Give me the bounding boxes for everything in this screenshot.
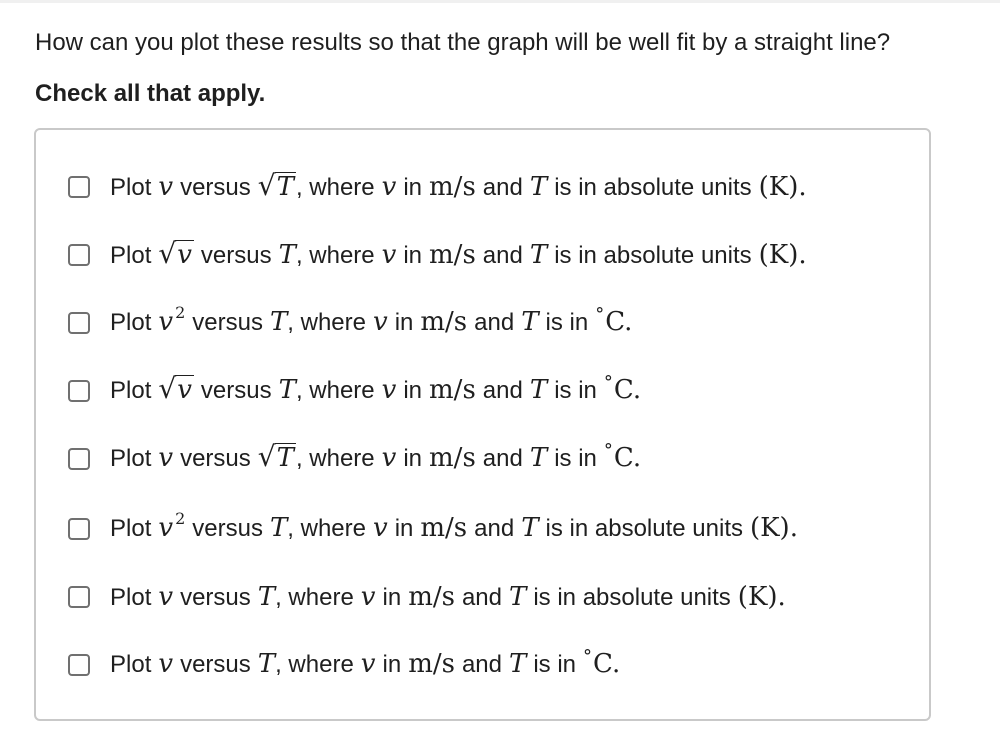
word-plot: Plot xyxy=(110,650,152,678)
word-in: in xyxy=(382,583,402,611)
unit-temperature: (K). xyxy=(737,581,786,612)
var-v: v xyxy=(360,581,376,612)
word-and: and xyxy=(461,650,502,678)
option-7[interactable] xyxy=(68,580,786,614)
word-where: , where xyxy=(295,445,375,472)
var-v: v xyxy=(177,240,192,270)
checkbox[interactable] xyxy=(68,518,90,540)
sqrt-sign: √ xyxy=(257,440,276,473)
unit-velocity: m/s xyxy=(408,648,455,679)
word-is-in: is in xyxy=(554,377,597,404)
option-label xyxy=(110,237,807,273)
unit-temperature: C. xyxy=(613,375,642,405)
word-in: in xyxy=(394,514,414,542)
word-versus: versus xyxy=(192,308,263,336)
unit-temperature: C. xyxy=(613,443,642,473)
word-and: and xyxy=(461,583,502,611)
unit-temperature: (K). xyxy=(758,240,807,270)
var-t: T xyxy=(257,581,276,612)
word-plot: Plot xyxy=(110,242,152,269)
word-where: , where xyxy=(287,308,366,336)
option-6[interactable] xyxy=(68,508,798,546)
option-label xyxy=(110,169,807,205)
checkbox[interactable] xyxy=(68,586,90,608)
var-v: v xyxy=(372,306,388,337)
option-1[interactable] xyxy=(68,170,807,204)
unit-velocity: m/s xyxy=(429,443,476,473)
option-8[interactable] xyxy=(68,645,621,682)
option-4[interactable] xyxy=(68,374,641,408)
checkbox[interactable] xyxy=(68,312,90,334)
word-in: in xyxy=(382,650,402,678)
exponent: 2 xyxy=(175,302,186,322)
word-plot: Plot xyxy=(110,308,152,336)
var-t: T xyxy=(276,172,294,202)
unit-velocity: m/s xyxy=(429,240,476,270)
word-versus: versus xyxy=(200,377,272,404)
option-label xyxy=(110,372,641,410)
var-v: v xyxy=(372,512,388,543)
var-v: v xyxy=(158,172,174,202)
unit-velocity: m/s xyxy=(429,172,476,202)
word-plot: Plot xyxy=(110,174,152,201)
var-v: v xyxy=(360,648,376,679)
checkbox[interactable] xyxy=(68,176,90,198)
word-is-in: is in absolute units xyxy=(545,514,743,542)
var-t: T xyxy=(521,512,539,543)
degree-symbol: ° xyxy=(603,440,613,461)
option-label xyxy=(110,580,786,615)
word-versus: versus xyxy=(180,445,251,472)
unit-temperature: C. xyxy=(593,648,621,679)
word-versus: versus xyxy=(180,650,251,678)
var-v: v xyxy=(381,240,397,270)
word-in: in xyxy=(403,377,423,404)
unit-velocity: m/s xyxy=(429,375,476,405)
unit-temperature: C. xyxy=(605,306,633,337)
word-is-in: is in absolute units xyxy=(533,583,731,611)
option-3[interactable] xyxy=(68,302,633,340)
instruction-text: Check all that apply. xyxy=(35,80,266,107)
option-label xyxy=(110,302,633,342)
word-plot: Plot xyxy=(110,445,152,472)
var-t: T xyxy=(529,443,548,473)
word-versus: versus xyxy=(200,242,272,269)
var-t: T xyxy=(276,443,294,473)
word-and: and xyxy=(482,445,523,472)
exponent: 2 xyxy=(175,508,186,528)
degree-symbol: ° xyxy=(595,303,605,325)
word-where: , where xyxy=(287,514,366,542)
var-t: T xyxy=(269,512,288,543)
options-box xyxy=(34,128,931,721)
var-t: T xyxy=(269,306,288,337)
word-in: in xyxy=(403,242,423,269)
unit-temperature: (K). xyxy=(749,512,798,543)
word-is-in: is in xyxy=(545,308,589,336)
word-and: and xyxy=(482,174,523,201)
var-t: T xyxy=(529,172,548,202)
word-versus: versus xyxy=(180,174,251,201)
word-is-in: is in absolute units xyxy=(554,174,752,201)
var-v: v xyxy=(158,581,174,612)
option-2[interactable] xyxy=(68,238,807,272)
var-t: T xyxy=(257,648,276,679)
checkbox[interactable] xyxy=(68,654,90,676)
word-where: , where xyxy=(295,242,375,269)
option-5[interactable] xyxy=(68,442,641,476)
top-divider xyxy=(0,0,1000,3)
degree-symbol: ° xyxy=(583,645,593,667)
word-and: and xyxy=(482,242,523,269)
option-label xyxy=(110,647,620,684)
sqrt-sign: √ xyxy=(257,169,276,202)
word-where: , where xyxy=(295,377,375,404)
word-is-in: is in xyxy=(533,650,577,678)
var-t: T xyxy=(521,306,539,337)
sqrt-expression xyxy=(158,237,194,271)
word-versus: versus xyxy=(192,514,263,542)
checkbox[interactable] xyxy=(68,380,90,402)
word-plot: Plot xyxy=(110,514,152,542)
unit-velocity: m/s xyxy=(420,512,468,543)
unit-velocity: m/s xyxy=(408,581,455,612)
option-label xyxy=(110,508,798,548)
word-where: , where xyxy=(275,583,354,611)
unit-velocity: m/s xyxy=(420,306,468,337)
sqrt-sign: √ xyxy=(158,372,177,405)
unit-temperature: (K). xyxy=(758,172,807,202)
word-in: in xyxy=(403,445,423,472)
var-t: T xyxy=(529,240,548,270)
word-where: , where xyxy=(275,650,354,678)
word-plot: Plot xyxy=(110,377,152,404)
sqrt-expression xyxy=(258,440,296,474)
word-where: , where xyxy=(295,174,375,201)
var-t: T xyxy=(278,240,296,270)
sqrt-sign: √ xyxy=(158,237,177,270)
var-v: v xyxy=(381,172,397,202)
word-in: in xyxy=(403,174,423,201)
var-v: v xyxy=(158,512,174,543)
word-is-in: is in absolute units xyxy=(554,242,752,269)
var-v: v xyxy=(158,648,174,679)
option-label xyxy=(110,440,641,478)
var-v: v xyxy=(177,375,192,405)
degree-symbol: ° xyxy=(603,372,613,393)
checkbox[interactable] xyxy=(68,244,90,266)
var-v: v xyxy=(158,306,174,337)
word-and: and xyxy=(474,514,515,542)
question-text: How can you plot these results so that the graph will be well fit by a straight line? xyxy=(35,29,891,56)
var-t: T xyxy=(278,375,296,405)
word-versus: versus xyxy=(180,583,251,611)
sqrt-expression xyxy=(158,372,194,406)
sqrt-expression xyxy=(258,169,296,203)
word-is-in: is in xyxy=(554,445,597,472)
var-v: v xyxy=(381,375,397,405)
var-t: T xyxy=(509,581,527,612)
var-v: v xyxy=(381,443,397,473)
var-v: v xyxy=(158,443,174,473)
word-plot: Plot xyxy=(110,583,152,611)
word-in: in xyxy=(394,308,414,336)
word-and: and xyxy=(474,308,515,336)
var-t: T xyxy=(529,375,548,405)
var-t: T xyxy=(509,648,527,679)
checkbox[interactable] xyxy=(68,448,90,470)
word-and: and xyxy=(482,377,523,404)
